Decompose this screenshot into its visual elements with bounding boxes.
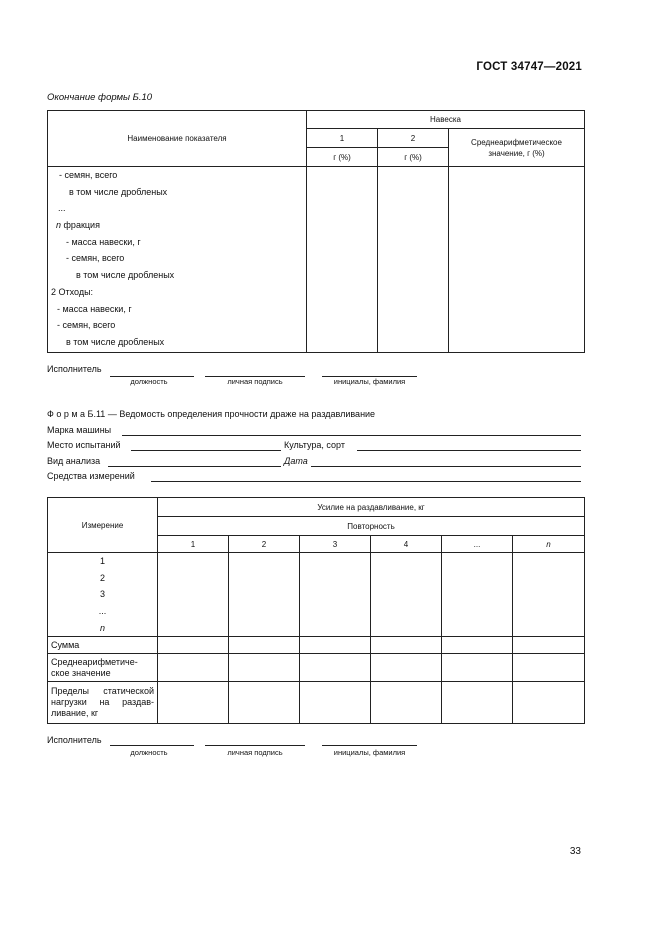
sum-label: Сумма	[48, 637, 158, 654]
empty-cell	[371, 637, 442, 654]
position-line	[110, 745, 194, 746]
culture-field	[357, 450, 581, 451]
place-field	[131, 450, 281, 451]
indicator-list	[48, 167, 307, 353]
col-header-mean: Среднеарифметическое значение, г (%)	[449, 129, 585, 167]
analysis-label: Вид анализа	[47, 456, 101, 466]
list-item: - масса навески, г	[66, 236, 141, 247]
place-label: Место испытаний	[47, 440, 121, 450]
machine-label: Марка машины	[47, 425, 112, 435]
col-unit-2: г (%)	[378, 148, 449, 167]
empty-cell	[158, 654, 229, 682]
empty-cell	[229, 682, 300, 724]
list-item: в том числе дробленых	[69, 186, 168, 197]
analysis-field	[108, 466, 281, 467]
col-header-1: 1	[307, 129, 378, 148]
sign-caption: личная подпись	[227, 748, 283, 757]
empty-cell	[513, 637, 585, 654]
mean-label: Среднеарифметиче-ское значение	[48, 654, 158, 682]
col-unit-1: г (%)	[307, 148, 378, 167]
empty-cell	[513, 654, 585, 682]
executor-label: Исполнитель	[47, 735, 102, 745]
form-b11-title-text: — Ведомость определения прочности драже на раздавливание	[105, 409, 376, 419]
form-b11-table	[47, 497, 585, 724]
list-item-text: фракция	[63, 220, 100, 231]
name-line	[322, 745, 417, 746]
list-item: n	[99, 622, 105, 633]
list-item: 3	[99, 589, 105, 600]
empty-cell	[442, 682, 513, 724]
col-header-rep-2: 2	[229, 536, 300, 553]
empty-cell	[300, 553, 371, 637]
empty-cell	[307, 167, 378, 353]
col-header-name: Наименование показателя	[48, 111, 307, 167]
col-header-rep-3: 3	[300, 536, 371, 553]
form-b10-table	[47, 110, 585, 353]
machine-field	[122, 435, 581, 436]
sign-caption: личная подпись	[227, 377, 283, 386]
empty-cell	[300, 637, 371, 654]
col-header-rep-ellipsis: ...	[442, 536, 513, 553]
list-item: 2 Отходы:	[51, 286, 94, 297]
list-item: ...	[58, 203, 66, 214]
empty-cell	[371, 682, 442, 724]
list-item: 1	[99, 556, 105, 566]
list-item: - семян, всего	[59, 170, 118, 180]
list-item: - семян, всего	[57, 320, 116, 331]
empty-cell	[442, 637, 513, 654]
col-header-rep-n: n	[513, 536, 585, 553]
measure-list	[48, 553, 158, 637]
list-item: в том числе дробленых	[76, 270, 175, 281]
name-caption: инициалы, фамилия	[333, 377, 406, 386]
position-caption: должность	[130, 748, 168, 757]
tools-field	[151, 481, 581, 482]
empty-cell	[449, 167, 585, 353]
empty-cell	[371, 553, 442, 637]
empty-cell	[158, 637, 229, 654]
empty-cell	[378, 167, 449, 353]
culture-label: Культура, сорт	[284, 440, 345, 450]
list-item: 2	[99, 572, 105, 583]
col-header-group: Навеска	[307, 111, 585, 129]
empty-cell	[300, 682, 371, 724]
list-item: - семян, всего	[66, 253, 125, 264]
empty-cell	[229, 553, 300, 637]
n-symbol: n	[56, 220, 62, 231]
standard-header: ГОСТ 34747—2021	[476, 61, 582, 73]
page-number: 33	[569, 846, 581, 857]
executor-label: Исполнитель	[47, 364, 102, 374]
form-b11-label: Ф о р м а Б.11	[47, 409, 106, 419]
position-caption: должность	[130, 377, 168, 386]
empty-cell	[513, 553, 585, 637]
empty-cell	[229, 637, 300, 654]
empty-cell	[371, 654, 442, 682]
list-item: в том числе дробленых	[66, 336, 165, 347]
form-b11-title	[47, 409, 375, 419]
limits-label: Пределы статической нагрузки на раздав-ливание, кг	[48, 682, 158, 724]
col-header-measure: Измерение	[48, 498, 158, 553]
col-header-repeat: Повторность	[158, 517, 585, 536]
col-header-force: Усилие на раздавливание, кг	[158, 498, 585, 517]
col-header-rep-4: 4	[371, 536, 442, 553]
list-item	[48, 217, 306, 234]
empty-cell	[229, 654, 300, 682]
name-caption: инициалы, фамилия	[333, 748, 406, 757]
empty-cell	[300, 654, 371, 682]
list-item: - масса навески, г	[57, 303, 132, 314]
date-field	[311, 466, 581, 467]
form-b10-caption: Окончание формы Б.10	[47, 92, 153, 103]
col-header-2: 2	[378, 129, 449, 148]
date-label: Дата	[284, 456, 308, 466]
empty-cell	[442, 654, 513, 682]
list-item: ...	[98, 606, 107, 617]
empty-cell	[442, 553, 513, 637]
sign-line	[205, 745, 305, 746]
empty-cell	[158, 553, 229, 637]
empty-cell	[158, 682, 229, 724]
tools-label: Средства измерений	[47, 471, 135, 481]
col-header-rep-1: 1	[158, 536, 229, 553]
empty-cell	[513, 682, 585, 724]
